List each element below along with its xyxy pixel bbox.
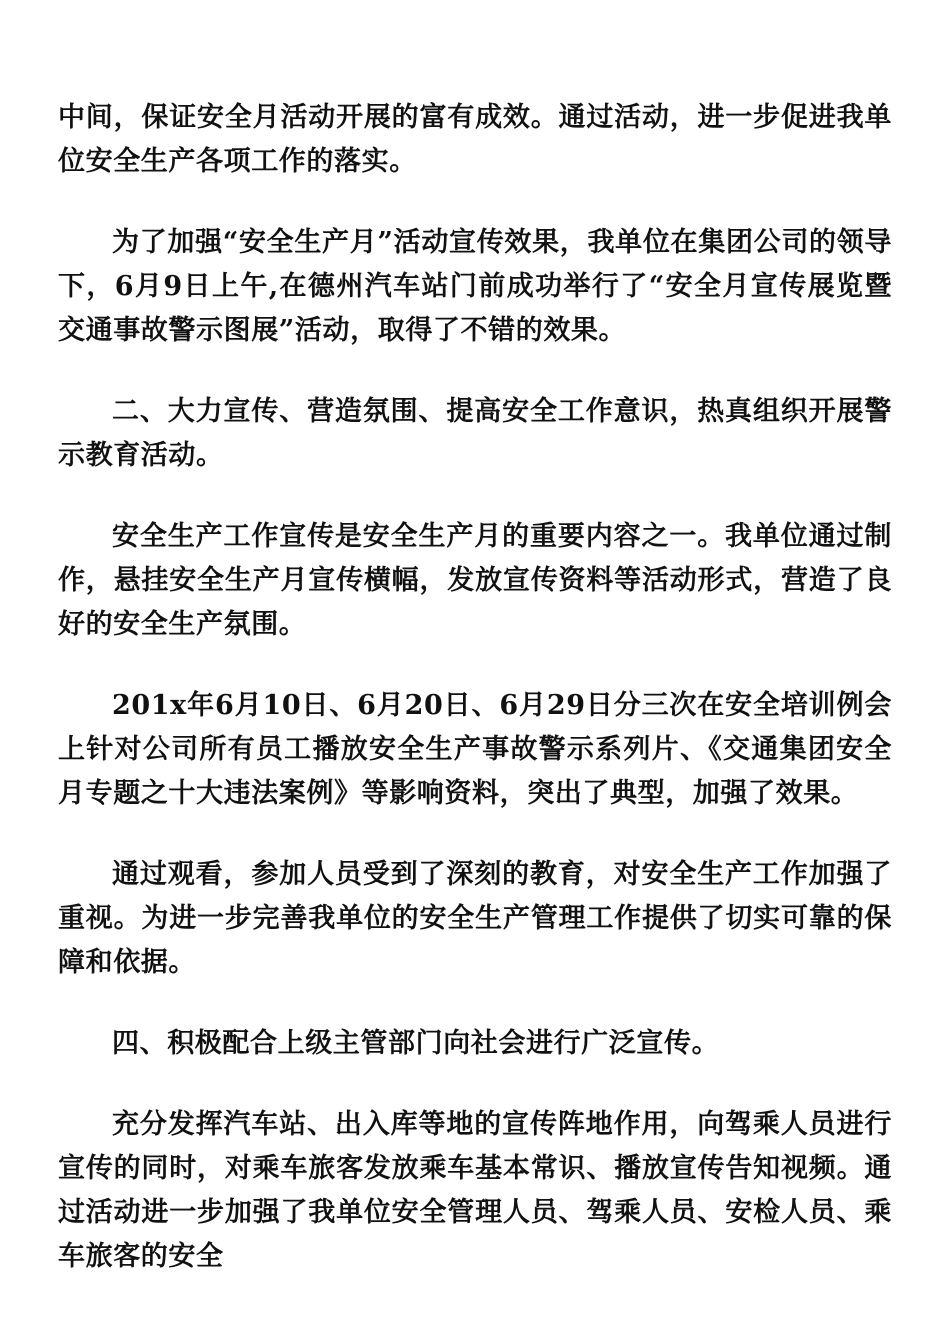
paragraph-3: 安全生产工作宣传是安全生产月的重要内容之一。我单位通过制作，悬挂安全生产月宣传横幅，发放宣传资料等活动形式，营造了良好的安全生产氛围。 (58, 521, 892, 640)
paragraph-5: 通过观看，参加人员受到了深刻的教育，对安全生产工作加强了重视。为进一步完善我单位的安全生产管理工作提供了切实可靠的保障和依据。 (58, 859, 892, 978)
document-page (58, 96, 892, 1316)
paragraph-4: 201x年6月10日、6月20日、6月29日分三次在安全培训例会上针对公司所有员工播放安全生产事故警示系列片、《交通集团安全月专题之十大违法案例》等影响资料，突出了典型，加强了效果。 (58, 690, 892, 809)
section-heading-4: 四、积极配合上级主管部门向社会进行广泛宣传。 (112, 1028, 720, 1059)
paragraph-6: 充分发挥汽车站、出入库等地的宣传阵地作用，向驾乘人员进行宣传的同时，对乘车旅客发放乘车基本常识、播放宣传告知视频。通过活动进一步加强了我单位安全管理人员、驾乘人员、安检人员、乘车旅客的安全 (58, 1109, 892, 1272)
paragraph-1: 中间，保证安全月活动开展的富有成效。通过活动，进一步促进我单位安全生产各项工作的落实。 (58, 102, 892, 177)
section-heading-2: 二、大力宣传、营造氛围、提高安全工作意识，热真组织开展警示教育活动。 (58, 396, 892, 471)
paragraph-2: 为了加强“安全生产月”活动宣传效果，我单位在集团公司的领导下，6月9日上午,在德州汽车站门前成功举行了“安全月宣传展览暨交通事故警示图展”活动，取得了不错的效果。 (58, 227, 892, 346)
